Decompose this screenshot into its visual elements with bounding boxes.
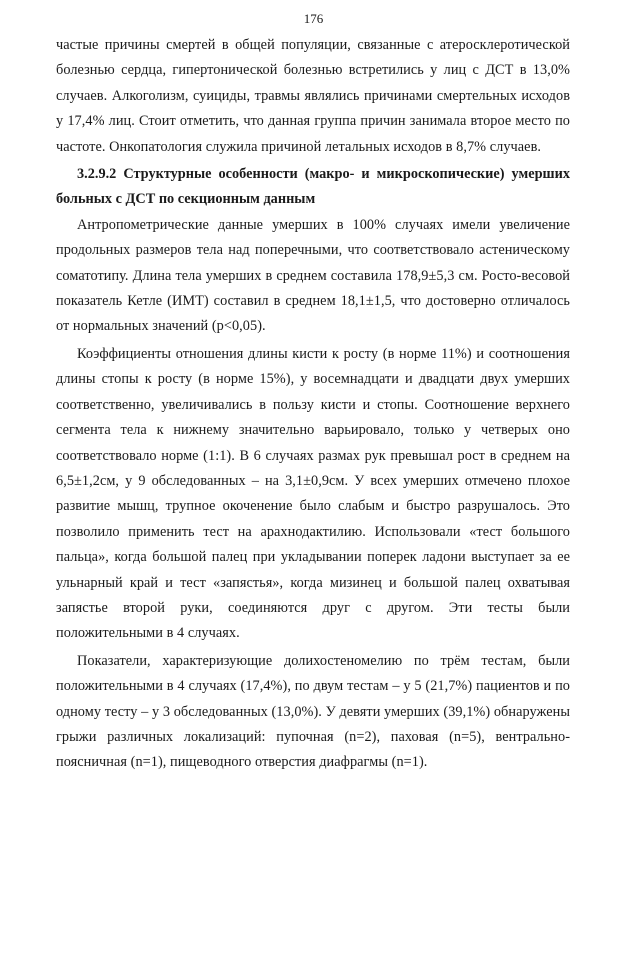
paragraph-body-proportions: Коэффициенты отношения длины кисти к росту (в норме 11%) и соотношения длины стопы к росту (в норме 15%), у восемнадцати и двадцати двух умерших соответственно, увеличивались в пользу кисти и стопы. Соотношение верхнего сегмента тела к нижнему значительно варьировало, только у четверых оно соответствовало норме (1:1). В 6 случаях размах рук превышал рост в среднем на 6,5±1,2см, у 9 обследованных – на 3,1±0,9см. У всех умерших отмечено плохое развитие мышц, трупное окоченение было слабым и быстро разрушалось. Это позволило применить тест на арахнодактилию. Использовали «тест большого пальца», когда большой палец при укладывании поперек ладони выступает за ее ульнарный край и тест «запястья», когда мизинец и большой палец охватывая запястье второй руки, соединяются друг с другом. Эти тесты были положительными в 4 случаях. — [56, 345, 570, 642]
paragraph-causes-of-death: частые причины смертей в общей популяции, связанные с атеросклеротической болезнью сердца, гипертонической болезнью встретились у лиц с ДСТ в 13,0% случаев. Алкоголизм, суициды, травмы являлись причинами смертельных исходов у 17,4% лиц. Стоит отметить, что данная группа причин занимала второе место по частоте. Онкопатология служила причиной летальных исходов в 8,7% случаев. — [56, 37, 570, 155]
section-heading: 3.2.9.2 Структурные особенности (макро- и микроскопические) умерших больных с ДСТ по секционным данным — [56, 166, 570, 208]
page-number: 176 — [303, 11, 324, 26]
paragraph-anthropometric-data: Антропометрические данные умерших в 100% случаях имели увеличение продольных размеров тела над поперечными, что соответствовало астеническому соматотипу. Длина тела умерших в среднем составила 178,9±5,3 см. Росто-весовой показатель Кетле (ИМТ) составил в среднем 18,1±1,5, что достоверно отличалось от нормальных значений (р<0,05). — [56, 216, 570, 335]
paragraph-dolichostenomelia: Показатели, характеризующие долихостеномелию по трём тестам, были положительными в 4 случаях (17,4%), по двум тестам – у 5 (21,7%) пациентов и по одному тесту – у 3 обследованных (13,0%). У девяти умерших (39,1%) обнаружены грыжи различных локализаций: пупочная (n=2), паховая (n=5), вентрально-поясничная (n=1), пищеводного отверстия диафрагмы (n=1). — [56, 652, 570, 771]
page-body — [56, 33, 570, 776]
